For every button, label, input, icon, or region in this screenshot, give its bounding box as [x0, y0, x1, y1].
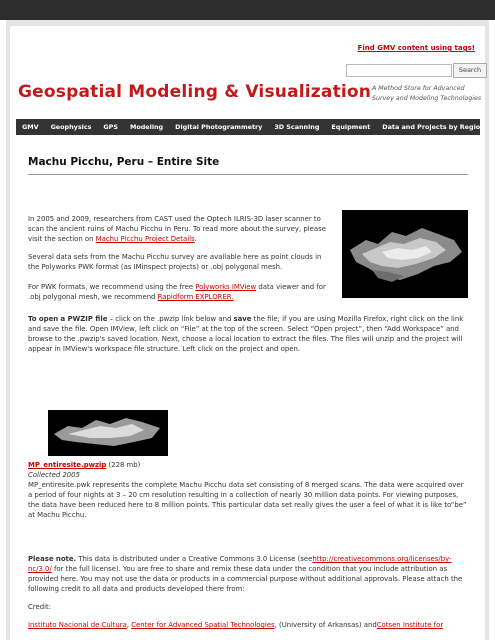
- collected-year: Collected 2005: [28, 471, 80, 479]
- file-description: MP_entiresite.pwk represents the complete Machu Picchu data set consisting of 8 merged scans. The data were acquired over a period of four nights at 3 – 20 cm resolution resulting in a collection of nearly 30 million data points. For viewing purposes, the data have been reduced here to 8 million points. This particular data set really gives the user a feel of what it is like to“be” at Machu Picchu.: [28, 481, 467, 519]
- pwk-text-1: For PWK formats, we recommend using the free: [28, 283, 196, 291]
- point-cloud-image: [342, 210, 468, 298]
- cotsen-institute-link[interactable]: Cotsen Institute for: [376, 621, 444, 629]
- nav-item-modeling[interactable]: Modeling: [129, 123, 164, 131]
- pwk-text-2: data viewer and for .obj polygonal mesh, we recommend: [28, 283, 326, 301]
- instituto-nacional-link[interactable]: Instituto Nacional de Cultura: [28, 621, 127, 629]
- find-content-by-tags-link[interactable]: Find GMV content using tags!: [357, 44, 475, 52]
- credit-text: , (University of Arkansas) and: [274, 621, 377, 629]
- nav-item-gmv[interactable]: GMV: [22, 123, 39, 131]
- credit-separator: ,: [126, 621, 132, 629]
- nav-item-digital-photogrammetry[interactable]: Digital Photogrammetry: [175, 123, 263, 131]
- title-divider: [28, 174, 468, 175]
- page-title: Machu Picchu, Peru – Entire Site: [28, 156, 220, 168]
- nav-item-data-by-region[interactable]: Data and Projects by Region: [382, 123, 485, 131]
- site-thumbnail-image[interactable]: [48, 410, 168, 456]
- creative-commons-link[interactable]: http://creativecommons.org/licenses/by-nc/3.0/: [28, 555, 452, 573]
- nav-item-3d-scanning[interactable]: 3D Scanning: [274, 123, 320, 131]
- license-text-2: for the full license). You are free to share and remix these data under the condition that you include attribution as provided here. You may not use the data or products in a commercial purpose without additional approvals. Please attach the following credit to all data and products developed there from:: [28, 565, 463, 593]
- cast-link[interactable]: Center for Advanced Spatial Technologies: [131, 621, 275, 629]
- intro-text: In 2005 and 2009, researchers from CAST used the Optech ILRIS-3D laser scanner to scan the ancient ruins of Machu Picchu in Peru. To read more about the survey, please visit the section on: [28, 215, 326, 243]
- pwzip-download-link[interactable]: MP_entiresite.pwzip: [28, 461, 107, 469]
- nav-item-equipment[interactable]: Equipment: [331, 123, 371, 131]
- rapidform-explorer-link[interactable]: Rapidform EXPLORER.: [157, 293, 234, 301]
- nav-item-geophysics[interactable]: Geophysics: [50, 123, 92, 131]
- search-button[interactable]: Search: [453, 63, 487, 78]
- license-paragraph: [28, 554, 468, 594]
- intro-paragraph: [28, 214, 328, 244]
- main-navigation: [16, 119, 485, 135]
- page: [10, 26, 485, 640]
- pwk-paragraph: [28, 282, 328, 302]
- file-block: [28, 460, 468, 520]
- open-pwzip-paragraph: [28, 314, 468, 354]
- formats-paragraph: Several data sets from the Machu Picchu survey are available here as point clouds in the Polyworks PWK format (as IMinspect projects) or .obj polygonal mesh.: [28, 253, 322, 271]
- file-size: (228 mb): [106, 461, 141, 469]
- open-text-2: the file; if you are using Mozilla Firefox, right click on the link and save the file. Open IMView, left click on “File” at the top of the screen. Select “Open project”, then “Add Workspace” and browse to the .pwzip's saved location. Next, choose a local location to extract the files. The files will unzip and the project will appear in IMView's workspace file structure. Left click on the project and open.: [28, 315, 464, 353]
- intro-end: .: [194, 235, 197, 243]
- please-note-label: Please note.: [28, 555, 77, 563]
- site-title[interactable]: Geospatial Modeling & Visualization: [18, 82, 372, 102]
- site-tagline: A Method Store for Advanced Survey and Modeling Technologies: [372, 85, 482, 102]
- browser-top-bar: [0, 0, 495, 20]
- credit-line: [28, 620, 468, 630]
- credit-label: Credit:: [28, 603, 52, 611]
- open-pwzip-label: To open a PWZIP file: [28, 315, 108, 323]
- nav-item-gps[interactable]: GPS: [103, 123, 118, 131]
- save-label: save: [233, 315, 252, 323]
- project-details-link[interactable]: Machu Picchu Project Details: [95, 235, 195, 243]
- polyworks-imview-link[interactable]: Polyworks IMView: [195, 283, 257, 291]
- open-text-1: – click on the .pwzip link below and: [107, 315, 234, 323]
- license-text-1: This data is distributed under a Creative Commons 3.0 License (see: [76, 555, 313, 563]
- search-input[interactable]: [346, 64, 452, 77]
